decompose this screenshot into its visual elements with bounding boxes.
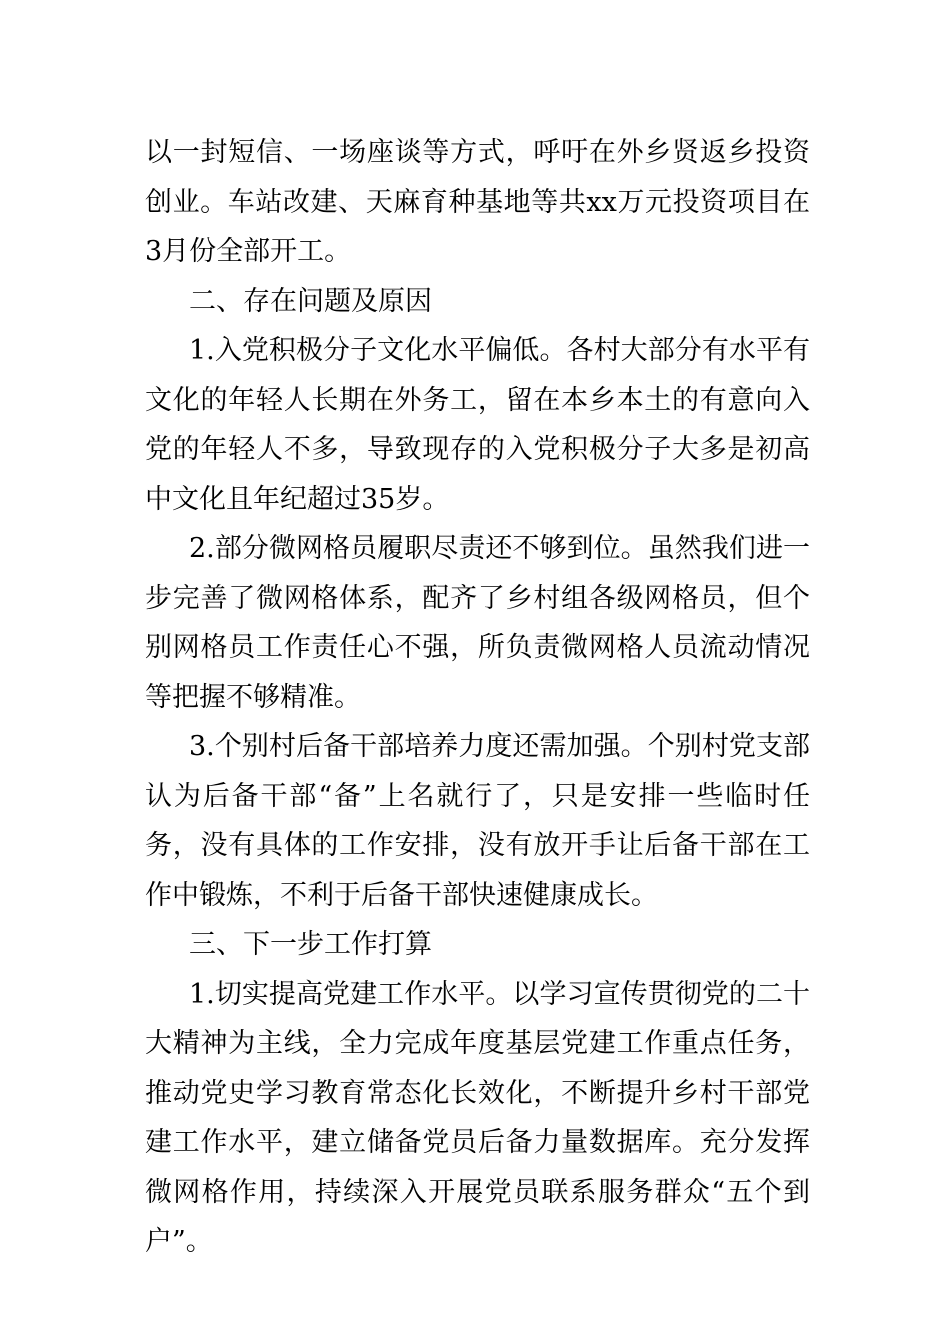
paragraph-problem-2: 2.部分微网格员履职尽责还不够到位。虽然我们进一步完善了微网格体系，配齐了乡村组各级网格员，但个别网格员工作责任心不强，所负责微网格人员流动情况等把握不够精准。 <box>145 533 810 713</box>
document-body <box>145 128 810 1267</box>
paragraph-problem-1: 1.入党积极分子文化水平偏低。各村大部分有水平有文化的年轻人长期在外务工，留在本乡本土的有意向入党的年轻人不多，导致现存的入党积极分子大多是初高中文化且年纪超过35岁。 <box>145 335 810 515</box>
paragraph-plan-1: 1.切实提高党建工作水平。以学习宣传贯彻党的二十大精神为主线，全力完成年度基层党建工作重点任务，推动党史学习教育常态化长效化，不断提升乡村干部党建工作水平，建立储备党员后备力量数据库。充分发挥微网格作用，持续深入开展党员联系服务群众“五个到户”。 <box>145 978 810 1257</box>
paragraph-problem-3: 3.个别村后备干部培养力度还需加强。个别村党支部认为后备干部“备”上名就行了，只是安排一些临时任务，没有具体的工作安排，没有放开手让后备干部在工作中锻炼，不利于后备干部快速健康成长。 <box>145 731 810 911</box>
paragraph-continuation: 以一封短信、一场座谈等方式，呼吁在外乡贤返乡投资创业。车站改建、天麻育种基地等共xx万元投资项目在3月份全部开工。 <box>145 137 810 267</box>
section-heading-next-steps: 三、下一步工作打算 <box>189 929 432 960</box>
section-heading-problems: 二、存在问题及原因 <box>189 285 432 317</box>
